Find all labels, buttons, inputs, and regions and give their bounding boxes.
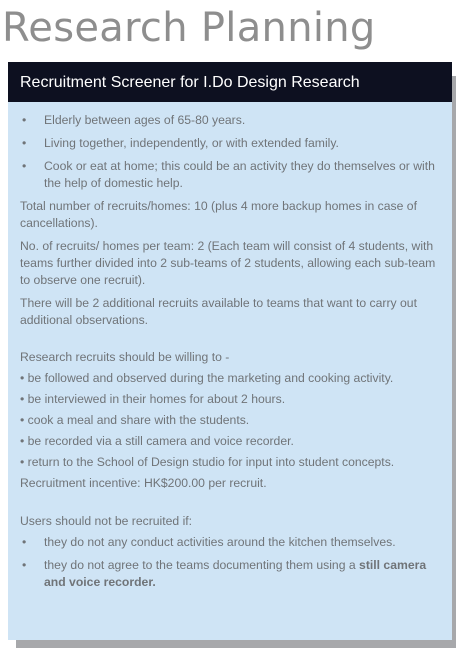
criteria-item: • Elderly between ages of 65-80 years. xyxy=(20,112,438,129)
exclusion-item: • they do not any conduct activities around the kitchen themselves. xyxy=(20,534,438,551)
criteria-list xyxy=(20,112,438,192)
exclusion-heading: Users should not be recruited if: xyxy=(20,514,193,528)
willing-item: • be interviewed in their homes for about 2 hours. xyxy=(20,392,286,406)
exclusion-item-bold: still camera and voice recorder. xyxy=(44,558,427,589)
willing-item: • be followed and observed during the marketing and cooking activity. xyxy=(20,371,394,385)
screener-card xyxy=(8,62,452,640)
card-body xyxy=(8,102,452,591)
per-team-text: No. of recruits/ homes per team: 2 (Each team will consist of 4 students, with teams further divided into 2 sub-teams of 2 students, allowing each sub-team to observe one recruit). xyxy=(20,239,436,287)
card-header: Recruitment Screener for I.Do Design Research xyxy=(8,62,452,102)
criteria-item: • Living together, independently, or with extended family. xyxy=(20,135,438,152)
exclusion-list xyxy=(20,534,438,591)
totals-text: Total number of recruits/homes: 10 (plus 4 more backup homes in case of cancellations). xyxy=(20,199,417,230)
willing-item: • return to the School of Design studio for input into student concepts. xyxy=(20,455,395,469)
exclusion-item xyxy=(20,557,438,591)
incentive-text: Recruitment incentive: HK$200.00 per recruit. xyxy=(20,476,267,490)
spacer xyxy=(20,335,438,349)
page-title: Research Planning xyxy=(2,5,376,51)
willing-item: • cook a meal and share with the students. xyxy=(20,413,250,427)
exclusion-item-text: they do not agree to the teams documenting them using a xyxy=(44,558,360,572)
willing-heading: Research recruits should be willing to - xyxy=(20,350,230,364)
willing-item: • be recorded via a still camera and voice recorder. xyxy=(20,434,294,448)
additional-text: There will be 2 additional recruits available to teams that want to carry out additional observations. xyxy=(20,296,417,327)
spacer xyxy=(20,496,438,513)
criteria-item: • Cook or eat at home; this could be an activity they do themselves or with the help of domestic help. xyxy=(20,158,438,192)
